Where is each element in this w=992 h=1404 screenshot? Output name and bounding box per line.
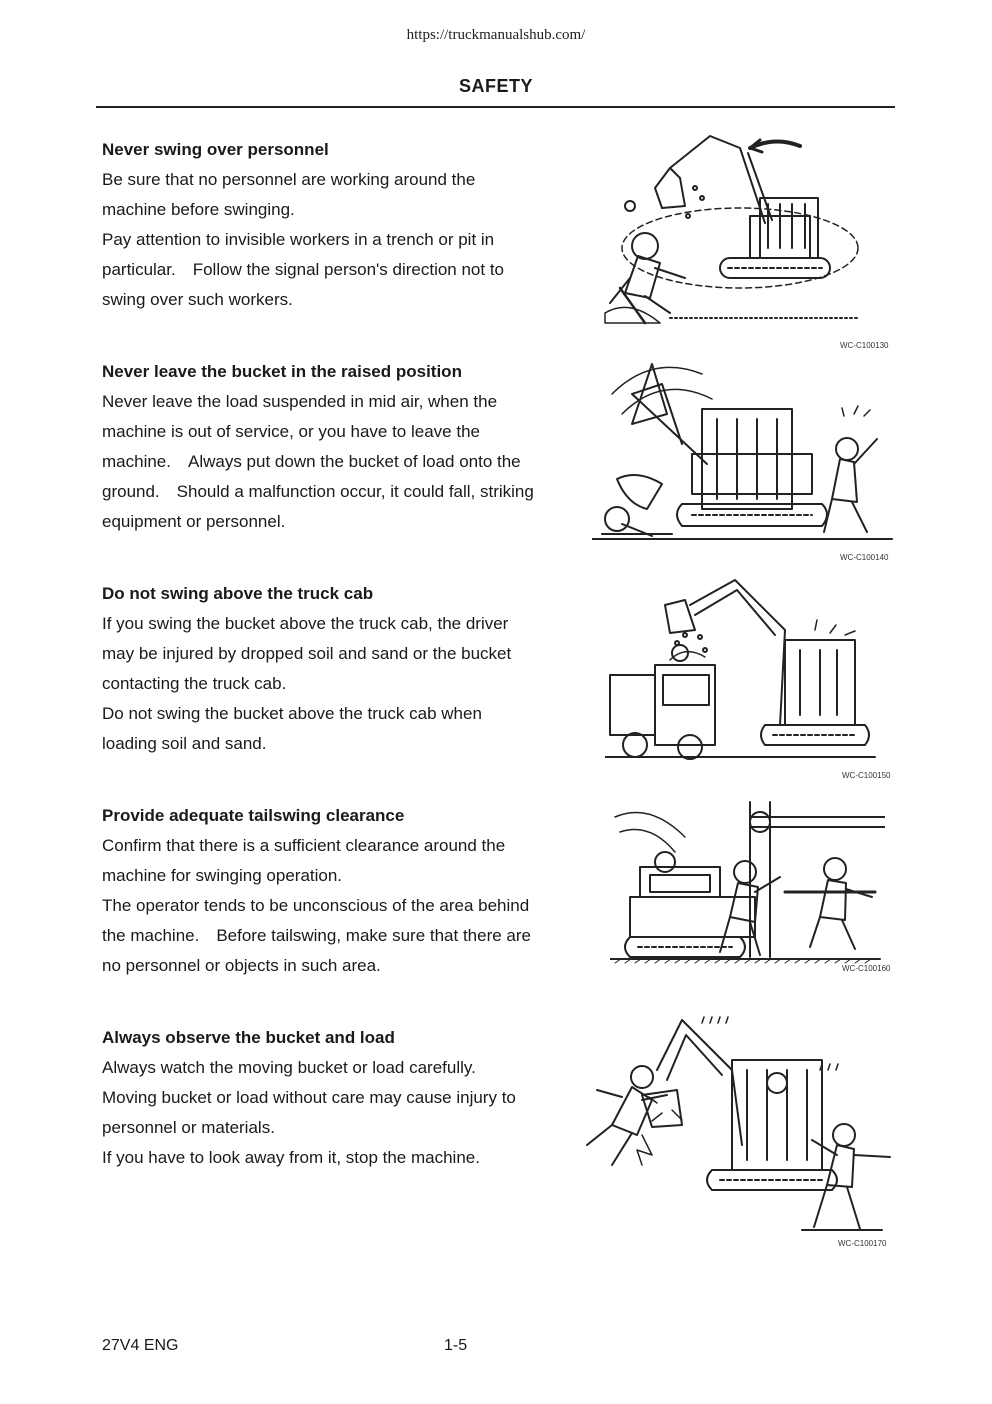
page-number: 1-5 <box>444 1337 468 1354</box>
figure-code: WC-C100140 <box>840 553 889 562</box>
footer-model: 27V4 ENG <box>102 1337 179 1354</box>
section-line: contacting the truck cab. <box>102 674 287 693</box>
section-line: personnel or materials. <box>102 1118 275 1137</box>
source-url: https://truckmanualshub.com/ <box>406 27 586 43</box>
section-line: particular. Follow the signal person's direction not to <box>102 260 505 279</box>
section-line: The operator tends to be unconscious of the area behind <box>102 896 530 915</box>
section-heading: Never swing over personnel <box>102 140 329 159</box>
section-line: If you swing the bucket above the truck cab, the driver <box>102 614 509 633</box>
figure-code: WC-C100160 <box>842 964 891 973</box>
figure-code: WC-C100130 <box>840 341 889 350</box>
excavator-swing-over-worker-illustration <box>600 128 865 333</box>
section-line: machine before swinging. <box>102 200 295 219</box>
section-line: swing over such workers. <box>102 290 293 309</box>
section-heading: Always observe the bucket and load <box>102 1028 395 1047</box>
section-line: machine. Always put down the bucket of load onto the <box>102 452 521 471</box>
section-line: Confirm that there is a sufficient clearance around the <box>102 836 506 855</box>
section-heading: Do not swing above the truck cab <box>102 584 374 603</box>
section-line: equipment or personnel. <box>102 512 286 531</box>
section-line: Moving bucket or load without care may cause injury to <box>102 1088 516 1107</box>
section-line: loading soil and sand. <box>102 734 267 753</box>
bucket-over-truck-cab-illustration <box>605 575 880 765</box>
section-line: may be injured by dropped soil and sand or the bucket <box>102 644 512 663</box>
figure-code: WC-C100170 <box>838 1239 887 1248</box>
section-heading: Never leave the bucket in the raised position <box>102 362 462 381</box>
page-title: SAFETY <box>458 76 533 96</box>
section-line: the machine. Before tailswing, make sure that there are <box>102 926 531 945</box>
observe-bucket-illustration <box>582 1015 897 1235</box>
section-line: Do not swing the bucket above the truck cab when <box>102 704 482 723</box>
section-never-swing-over-personnel <box>102 135 574 315</box>
section-heading: Provide adequate tailswing clearance <box>102 806 405 825</box>
section-line: Be sure that no personnel are working around the <box>102 170 476 189</box>
section-line: Never leave the load suspended in mid air, when the <box>102 392 498 411</box>
tailswing-clearance-illustration <box>610 797 885 967</box>
section-line: machine for swinging operation. <box>102 866 343 885</box>
header-divider <box>96 106 895 108</box>
section-tailswing-clearance <box>102 801 574 981</box>
section-do-not-swing-above-truck-cab <box>102 579 574 759</box>
section-line: Always watch the moving bucket or load carefully. <box>102 1058 476 1077</box>
figure-code: WC-C100150 <box>842 771 891 780</box>
section-line: machine is out of service, or you have to leave the <box>102 422 480 441</box>
section-line: ground. Should a malfunction occur, it could fall, striking <box>102 482 534 501</box>
section-never-leave-bucket-raised <box>102 357 574 537</box>
section-line: Pay attention to invisible workers in a trench or pit in <box>102 230 495 249</box>
section-observe-bucket-and-load <box>102 1023 574 1173</box>
section-line: If you have to look away from it, stop the machine. <box>102 1148 480 1167</box>
raised-bucket-falling-illustration <box>592 354 897 549</box>
section-line: no personnel or objects in such area. <box>102 956 381 975</box>
